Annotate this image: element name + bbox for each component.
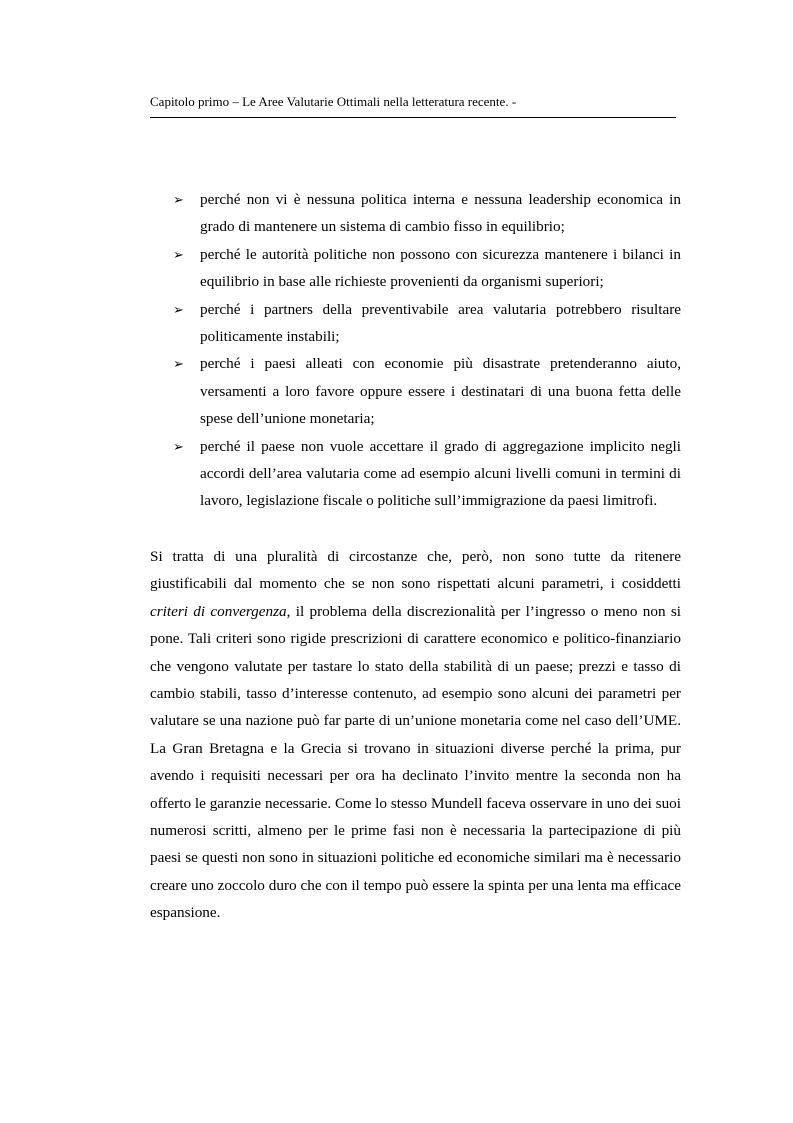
list-item [173,350,681,432]
bullet-list [173,186,681,515]
list-item [173,241,681,296]
arrow-bullet-icon: ➢ [173,192,184,207]
list-item-text: perché non vi è nessuna politica interna e nessuna leadership economica in grado di mantenere un sistema di cambio fisso in equilibrio; [200,191,681,236]
arrow-bullet-icon: ➢ [173,356,184,372]
list-item-text: perché i paesi alleati con economie più disastrate pretenderanno aiuto, versamenti a loro favore oppure essere i destinatari di una buona fetta delle spese dell’unione monetaria; [200,355,681,428]
list-item-text: perché il paese non vuole accettare il grado di aggregazione implicito negli accordi dell’area valutaria come ad esempio alcuni livelli comuni in termini di lavoro, legislazione fiscale o politiche sull’immigrazione da paesi limitrofi. [200,437,681,510]
running-header: Capitolo primo – Le Aree Valutarie Ottimali nella letteratura recente. - [150,94,517,109]
body-paragraph [150,543,681,927]
list-item-text: perché le autorità politiche non possono con sicurezza mantenere i bilanci in equilibrio in base alle richieste provenienti da organismi superiori; [200,245,681,291]
arrow-bullet-icon: ➢ [173,438,184,454]
list-item [173,433,681,515]
arrow-bullet-icon: ➢ [173,246,184,262]
list-item-text: perché i partners della preventivabile area valutaria potrebbero risultare politicamente instabili; [200,300,681,346]
emphasis-criteri: criteri di convergenza [150,602,287,620]
paragraph-text-rest: , il problema della discrezionalità per l’ingresso o meno non si pone. Tali criteri sono rigide prescrizioni di carattere economico e politico-finanziario che vengono valutate per tastare lo stato della stabilità di un paese; prezzi e tasso di cambio stabili, tasso d’interesse contenuto, ad esempio sono alcuni dei parametri per valutare se una nazione può far parte di un’unione monetaria come nel caso dell’UME. La Gran Bretagna e la Grecia si trovano in situazioni diverse perché la prima, pur avendo i requisiti necessari per ora ha declinato l’invito mentre la seconda non ha offerto le garanzie necessarie. Come lo stesso Mundell faceva osservare in uno dei suoi numerosi scritti, almeno per le prime fasi non è necessaria la partecipazione di più paesi se questi non sono in situazioni politiche ed economiche similari ma è necessario creare uno zoccolo duro che con il tempo può essere la spinta per una lenta ma efficace espansione. [150,602,681,922]
list-item [173,296,681,351]
list-item [173,186,681,241]
header-rule [150,117,676,118]
arrow-bullet-icon: ➢ [173,301,184,317]
paragraph-text-start: Si tratta di una pluralità di circostanze che, però, non sono tutte da ritenere giustificabili dal momento che se non sono rispettati alcuni parametri, i cosiddetti [150,548,681,593]
